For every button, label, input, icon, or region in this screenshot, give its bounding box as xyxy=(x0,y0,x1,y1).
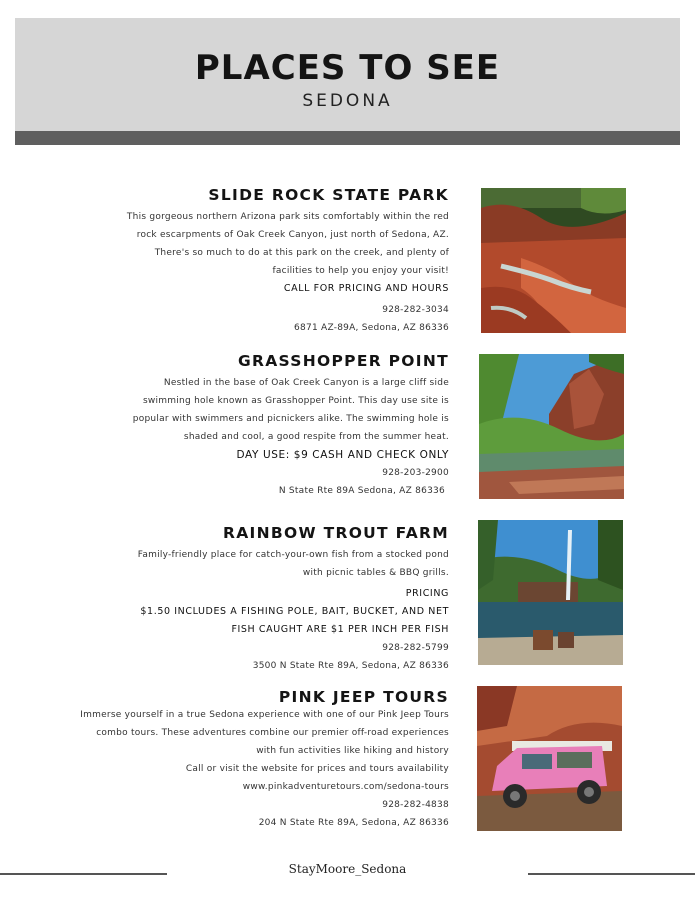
address: 3500 N State Rte 89A, Sedona, AZ 86336 xyxy=(252,661,449,671)
section-title: RAINBOW TROUT FARM xyxy=(223,524,449,542)
pricing-note: CALL FOR PRICING AND HOURS xyxy=(283,283,449,294)
page-subtitle: SEDONA xyxy=(302,91,393,111)
header-divider xyxy=(15,131,680,145)
address: 204 N State Rte 89A, Sedona, AZ 86336 xyxy=(258,818,449,828)
section-title: GRASSHOPPER POINT xyxy=(237,352,449,370)
phone-number: 928-282-3034 xyxy=(382,305,449,315)
address: 6871 AZ-89A, Sedona, AZ 86336 xyxy=(294,323,449,333)
address: N State Rte 89A Sedona, AZ 86336 xyxy=(278,486,445,496)
description-line: with fun activities like hiking and history xyxy=(256,746,449,756)
phone-number: 928-282-4838 xyxy=(382,800,449,810)
pricing-detail: FISH CAUGHT ARE $1 PER INCH PER FISH xyxy=(231,624,449,635)
page-title: PLACES TO SEE xyxy=(194,48,501,88)
section-title: SLIDE ROCK STATE PARK xyxy=(208,186,449,204)
description-line: combo tours. These adventures combine our premier off-road experiences xyxy=(96,728,449,738)
description-line: swimming hole known as Grasshopper Point. This day use site is xyxy=(142,396,449,406)
description-line: rock escarpments of Oak Creek Canyon, just north of Sedona, AZ. xyxy=(136,230,449,240)
section-title: PINK JEEP TOURS xyxy=(278,688,449,706)
page-header xyxy=(15,18,680,131)
pricing-heading: PRICING xyxy=(405,588,449,599)
description-line: Family-friendly place for catch-your-own fish from a stocked pond xyxy=(137,550,449,560)
website-link[interactable]: www.pinkadventuretours.com/sedona-tours xyxy=(242,782,449,792)
description-line: popular with swimmers and picnickers alike. The swimming hole is xyxy=(132,414,449,424)
description-line: Nestled in the base of Oak Creek Canyon is a large cliff side xyxy=(163,378,449,388)
description-line: facilities to help you enjoy your visit! xyxy=(272,266,449,276)
description-line: with picnic tables & BBQ grills. xyxy=(302,568,449,578)
description-line: There's so much to do at this park on the creek, and plenty of xyxy=(154,248,449,258)
description-line: Immerse yourself in a true Sedona experience with one of our Pink Jeep Tours xyxy=(80,710,449,720)
phone-number: 928-203-2900 xyxy=(382,468,449,478)
description-line: shaded and cool, a good respite from the summer heat. xyxy=(183,432,449,442)
rainbow-trout-farm-photo xyxy=(478,520,623,665)
pink-jeep-photo xyxy=(477,686,622,831)
description-line: This gorgeous northern Arizona park sits comfortably within the red xyxy=(126,212,449,222)
slide-rock-photo xyxy=(481,188,626,333)
phone-number: 928-282-5799 xyxy=(382,643,449,653)
description-line: Call or visit the website for prices and tours availability xyxy=(185,764,449,774)
pricing-note: DAY USE: $9 CASH AND CHECK ONLY xyxy=(236,449,449,461)
grasshopper-point-photo xyxy=(479,354,624,499)
footer-brand: StayMoore_Sedona xyxy=(288,862,407,876)
pricing-detail: $1.50 INCLUDES A FISHING POLE, BAIT, BUCKET, AND NET xyxy=(140,606,449,617)
